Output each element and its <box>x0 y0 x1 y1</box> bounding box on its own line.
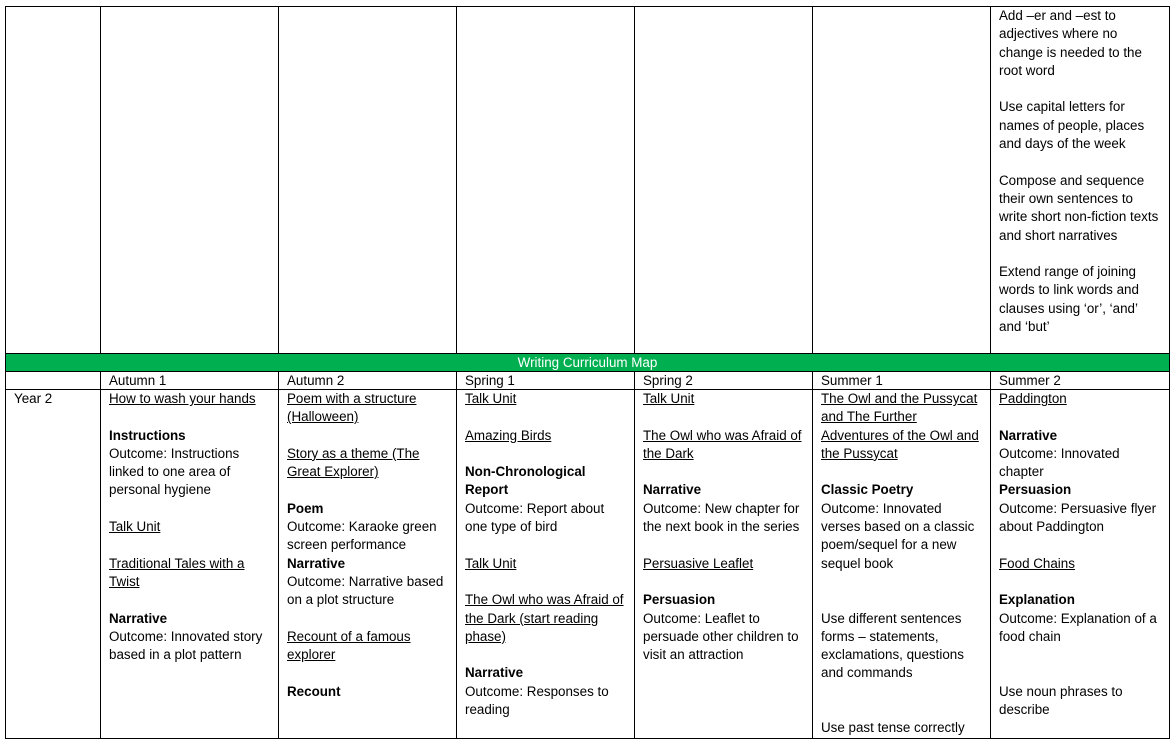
section-heading: Non-Chronological Report <box>465 464 586 498</box>
empty-cell <box>6 7 101 354</box>
term-header: Autumn 1 <box>101 372 279 390</box>
unit-title: The Owl and the Pussycat and The Further Adventures of the Owl and the Pussycat <box>821 391 979 461</box>
cell-text <box>465 646 626 664</box>
cell-text <box>643 408 804 426</box>
cell-text: Use past tense correctly <box>821 720 965 736</box>
term-header: Autumn 2 <box>279 372 457 390</box>
cell-text <box>465 573 626 591</box>
cell-text: Outcome: Narrative based on a plot structure <box>287 573 444 608</box>
cell-text <box>999 408 1161 426</box>
section-heading: Classic Poetry <box>821 482 914 498</box>
cell-text <box>465 536 626 554</box>
cell-text <box>643 536 804 554</box>
section-heading: Poem <box>287 500 324 516</box>
section-heading: Narrative <box>999 427 1058 443</box>
term-header: Spring 1 <box>457 372 635 390</box>
top-row <box>6 7 1170 354</box>
cell-text: Outcome: Responses to reading <box>465 683 609 718</box>
empty-cell <box>279 7 457 354</box>
summer2-objectives-cell <box>991 7 1170 354</box>
autumn2-cell <box>279 390 457 739</box>
cell-text: Add –er and –est to adjectives where no change is needed to the root word <box>999 8 1142 78</box>
cell-text <box>643 463 804 481</box>
term-header: Summer 2 <box>991 372 1170 390</box>
cell-text <box>999 245 1161 263</box>
cell-text <box>109 408 270 426</box>
cell-text <box>287 664 448 682</box>
section-heading: Narrative <box>465 665 524 681</box>
cell-text: Use capital letters for names of people, places and days of the week <box>999 99 1145 152</box>
empty-cell <box>635 7 813 354</box>
cell-text: Compose and sequence their own sentences to write short non-fiction texts and short narratives <box>999 172 1159 243</box>
cell-text: Outcome: Instructions linked to one area of personal hygiene <box>109 445 240 498</box>
cell-text: Use different sentences forms – statements, exclamations, questions and commands <box>821 610 964 681</box>
unit-title: Food Chains <box>999 555 1075 571</box>
cell-text: Outcome: Innovated verses based on a classic poem/sequel for a new sequel book <box>821 500 975 571</box>
cell-text: Outcome: Leaflet to persuade other children to visit an attraction <box>643 610 799 663</box>
banner-title: Writing Curriculum Map <box>6 354 1170 372</box>
cell-text <box>999 573 1161 591</box>
curriculum-table <box>5 6 1170 739</box>
term-header-row <box>6 372 1170 390</box>
cell-text: Outcome: Innovated chapter <box>999 445 1120 480</box>
cell-text: Use noun phrases to describe <box>999 683 1123 718</box>
cell-text <box>999 646 1161 664</box>
cell-text <box>999 536 1161 554</box>
unit-title: Story as a theme (The Great Explorer) <box>287 445 420 480</box>
cell-text <box>465 408 626 426</box>
unit-title: Persuasive Leaflet <box>643 555 754 571</box>
unit-title: Paddington <box>999 391 1067 406</box>
unit-title: Talk Unit <box>465 555 517 571</box>
spring2-cell <box>635 390 813 739</box>
section-heading: Explanation <box>999 592 1075 608</box>
cell-text <box>109 536 270 554</box>
term-header: Summer 1 <box>813 372 991 390</box>
cell-text <box>999 80 1161 98</box>
unit-title: Traditional Tales with a Twist <box>109 555 245 589</box>
cell-text <box>287 610 448 628</box>
cell-text <box>821 573 982 591</box>
unit-title: Talk Unit <box>465 391 517 406</box>
empty-cell <box>457 7 635 354</box>
spring1-cell <box>457 390 635 739</box>
cell-text: Outcome: Report about one type of bird <box>465 500 605 535</box>
summer1-cell <box>813 390 991 739</box>
unit-title: Amazing Birds <box>465 427 552 443</box>
section-heading: Narrative <box>109 610 168 626</box>
cell-text: Outcome: Karaoke green screen performance <box>287 519 437 553</box>
year2-row <box>6 390 1170 739</box>
cell-text <box>643 573 804 591</box>
cell-text <box>109 591 270 609</box>
cell-text <box>821 701 982 719</box>
unit-title: Recount of a famous explorer <box>287 628 411 663</box>
summer2-cell <box>991 390 1170 739</box>
unit-title: Talk Unit <box>643 391 695 406</box>
section-heading: Instructions <box>109 427 186 443</box>
empty-cell <box>101 7 279 354</box>
unit-title: Talk Unit <box>109 519 161 535</box>
cell-text: Outcome: Innovated story based in a plot pattern <box>109 628 263 663</box>
section-heading: Recount <box>287 683 341 699</box>
section-heading: Narrative <box>643 482 702 498</box>
cell-text <box>465 445 626 463</box>
cell-text: Outcome: Persuasive flyer about Paddington <box>999 500 1157 535</box>
unit-title: The Owl who was Afraid of the Dark (start reading phase) <box>465 592 624 644</box>
cell-text <box>109 500 270 518</box>
cell-text: Outcome: New chapter for the next book in the series <box>643 500 800 535</box>
year-label: Year 2 <box>6 390 101 739</box>
cell-text: Extend range of joining words to link words and clauses using ‘or’, ‘and’ and ‘but’ <box>999 264 1139 335</box>
cell-text <box>287 427 448 445</box>
autumn1-cell <box>101 390 279 739</box>
term-header: Spring 2 <box>635 372 813 390</box>
cell-text <box>821 683 982 701</box>
unit-title: Poem with a structure (Halloween) <box>287 391 417 425</box>
cell-text <box>821 463 982 481</box>
cell-text <box>999 153 1161 171</box>
section-heading: Persuasion <box>999 482 1072 498</box>
empty-cell <box>813 7 991 354</box>
banner-row <box>6 354 1170 372</box>
unit-title: How to wash your hands <box>109 391 256 406</box>
cell-text: Outcome: Explanation of a food chain <box>999 610 1157 644</box>
unit-title: The Owl who was Afraid of the Dark <box>643 427 802 461</box>
section-heading: Persuasion <box>643 592 716 608</box>
header-empty-cell <box>6 372 101 390</box>
cell-text <box>821 591 982 609</box>
cell-text <box>287 481 448 499</box>
section-heading: Narrative <box>287 555 346 571</box>
cell-text <box>999 664 1161 682</box>
